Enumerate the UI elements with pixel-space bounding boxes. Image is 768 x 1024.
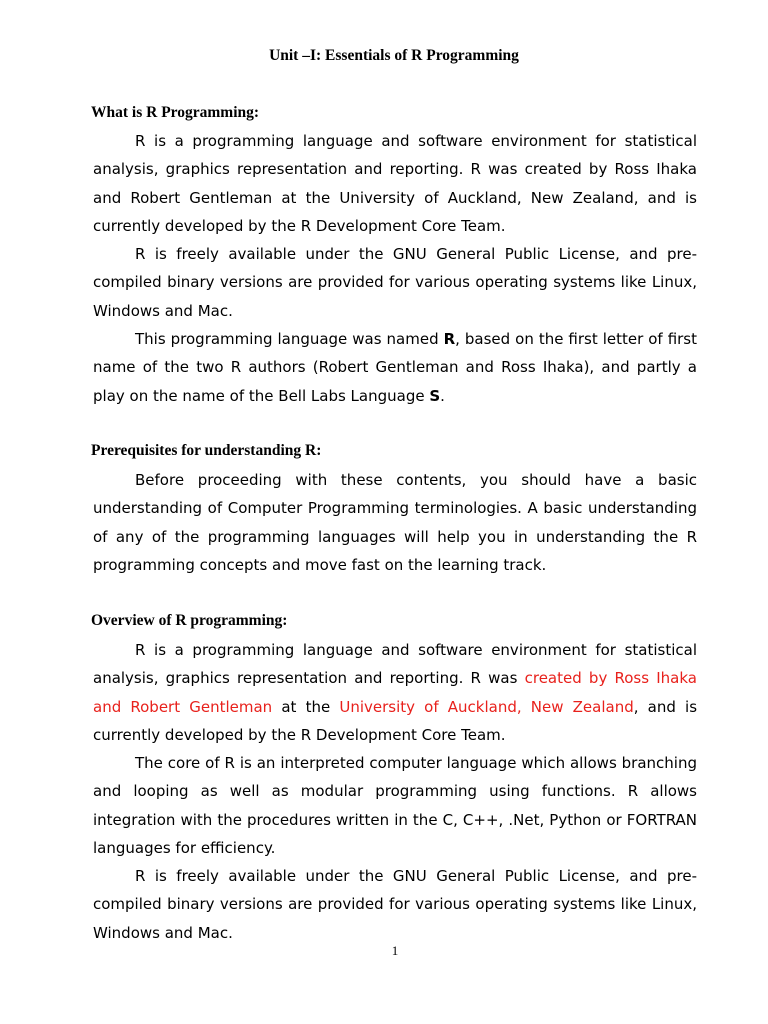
section-heading-what-is-r: What is R Programming:	[91, 104, 260, 121]
paragraph-text: The core of R is an interpreted computer language which allows branching and looping as well as modular programming using functions. R allows integration with the procedures written in the C, C++, .Net, Python or FORTRAN languages for efficiency.	[93, 754, 697, 858]
paragraph-text: This programming language was named	[135, 330, 444, 348]
paragraph-text: at the	[272, 697, 340, 716]
paragraph-overview-definition	[93, 636, 697, 750]
paragraph-text: R is freely available under the GNU General Public License, and pre-compiled binary versions are provided for various operating systems like Linux, Windows and Mac.	[93, 867, 697, 942]
section-heading-overview: Overview of R programming:	[91, 612, 288, 629]
paragraph-text: R is a programming language and software environment for statistical analysis, graphics representation and reporting. R was	[93, 641, 697, 688]
bold-letter-r: R	[443, 330, 456, 348]
bold-letter-s: S	[429, 386, 441, 405]
paragraph-r-naming	[93, 325, 697, 410]
paragraph-text: Before proceeding with these contents, you should have a basic understanding of Computer Programming terminologies. A basic understanding of any of the programming languages will help you in understanding the R programming concepts and move fast on the learning track.	[93, 471, 697, 575]
page-number: 1	[391, 943, 399, 958]
paragraph-overview-core	[93, 749, 697, 863]
paragraph-prerequisites	[93, 466, 697, 580]
paragraph-text: .	[440, 386, 445, 405]
highlighted-university: University of Auckland, New Zealand	[339, 697, 634, 716]
document-title: Unit –I: Essentials of R Programming	[269, 47, 519, 64]
paragraph-text: R is freely available under the GNU General Public License, and pre-compiled binary versions are provided for various operating systems like Linux, Windows and Mac.	[93, 245, 697, 320]
paragraph-overview-license	[93, 862, 697, 947]
paragraph-text: , and is currently developed by the R Development Core Team.	[93, 697, 698, 745]
paragraph-r-license	[93, 240, 697, 325]
paragraph-text: R is a programming language and software environment for statistical analysis, graphics representation and reporting. R was created by Ross Ihaka and Robert Gentleman at the University of Auckland, New Zealand, and is currently developed by the R Development Core Team.	[93, 132, 697, 236]
paragraph-r-definition	[93, 127, 697, 241]
highlighted-creators: created by Ross Ihaka and Robert Gentleman	[93, 669, 697, 716]
paragraph-text: , based on the first letter of first name of the two R authors (Robert Gentleman and Ross Ihaka), and partly a play on the name of the Bell Labs Language	[93, 330, 698, 405]
section-heading-prerequisites: Prerequisites for understanding R:	[91, 442, 322, 459]
